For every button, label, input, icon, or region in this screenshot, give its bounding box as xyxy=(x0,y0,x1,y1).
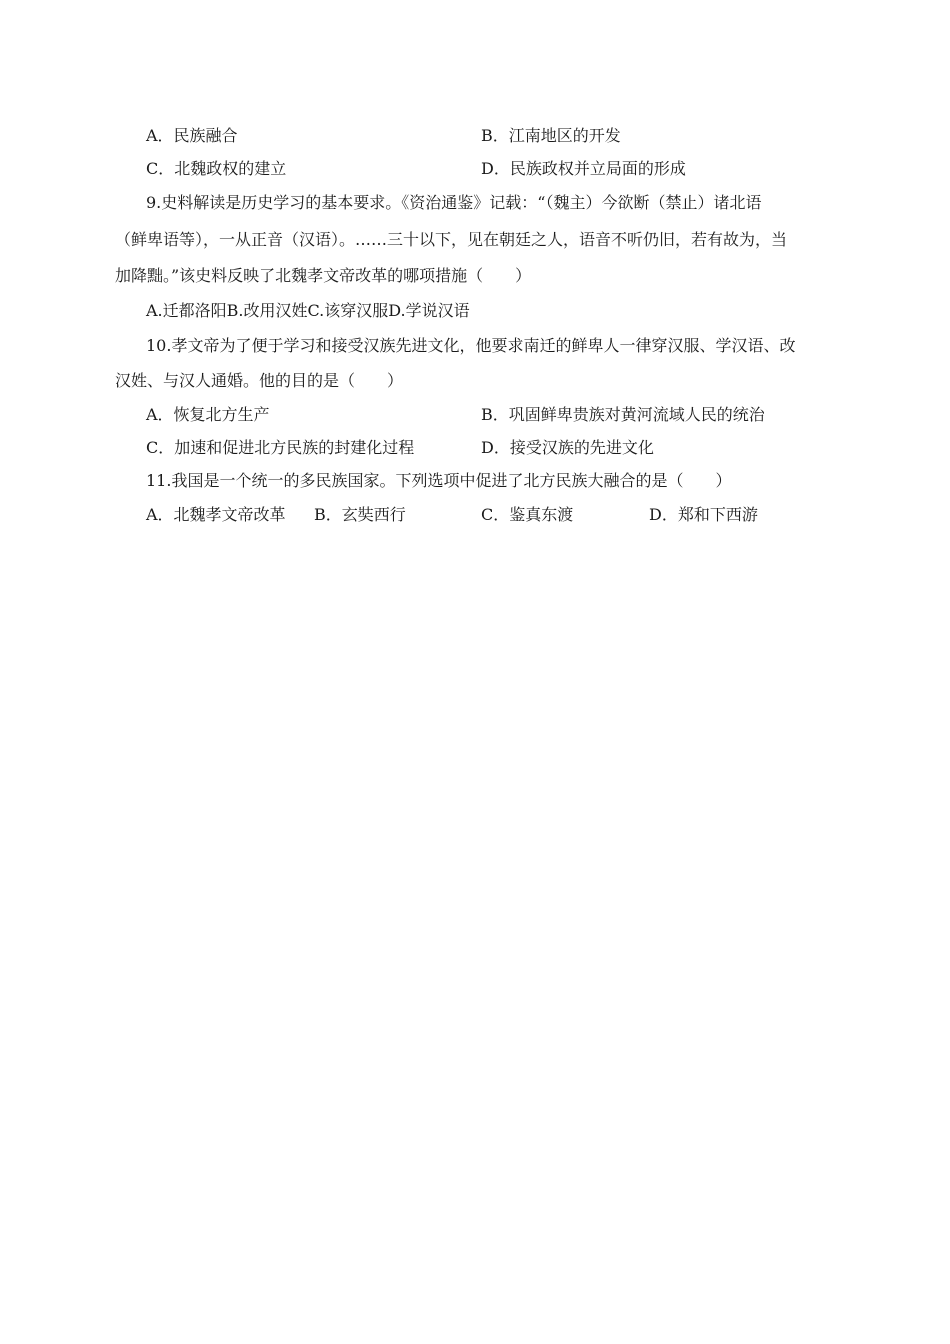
q9-stem-line-1: 9.史料解读是历史学习的基本要求。《资治通鉴》记载：“（魏主）今欲断（禁止）诸北语 xyxy=(146,193,762,212)
q10-option-b: B．巩固鲜卑贵族对黄河流域人民的统治 xyxy=(481,405,765,424)
q10-options-row-2 xyxy=(146,437,846,459)
q11-option-d: D．郑和下西游 xyxy=(649,505,758,524)
q10-stem-line-2: 汉姓、与汉人通婚。他的目的是（ ） xyxy=(115,371,404,390)
q10-option-c: C．加速和促进北方民族的封建化过程 xyxy=(146,438,415,457)
q8-options-row-2 xyxy=(146,158,846,180)
q11-option-b: B．玄奘西行 xyxy=(314,505,406,524)
q8-option-d: D．民族政权并立局面的形成 xyxy=(481,159,686,178)
q11-option-a: A．北魏孝文帝改革 xyxy=(146,505,286,524)
q11-option-c: C．鉴真东渡 xyxy=(481,505,574,524)
q11-options-row xyxy=(146,504,846,526)
q11-stem: 11.我国是一个统一的多民族国家。下列选项中促进了北方民族大融合的是（ ） xyxy=(146,471,732,490)
q10-options-row-1 xyxy=(146,404,846,426)
q9-stem-line-2: （鲜卑语等），一从正音（汉语）。……三十以下，见在朝廷之人，语音不听仍旧，若有故为，当 xyxy=(115,230,788,249)
q10-option-d: D．接受汉族的先进文化 xyxy=(481,438,654,457)
q8-option-a: A．民族融合 xyxy=(146,126,238,145)
q10-option-a: A．恢复北方生产 xyxy=(146,405,270,424)
q8-option-c: C．北魏政权的建立 xyxy=(146,159,287,178)
q8-options-row-1 xyxy=(146,125,846,147)
q10-stem-line-1: 10.孝文帝为了便于学习和接受汉族先进文化，他要求南迁的鲜卑人一律穿汉服、学汉语、改 xyxy=(146,336,796,355)
q9-stem-line-3: 加降黜。”该史料反映了北魏孝文帝改革的哪项措施（ ） xyxy=(115,266,532,285)
q8-option-b: B．江南地区的开发 xyxy=(481,126,621,145)
q9-options: A.迁都洛阳B.改用汉姓C.该穿汉服D.学说汉语 xyxy=(146,301,470,320)
